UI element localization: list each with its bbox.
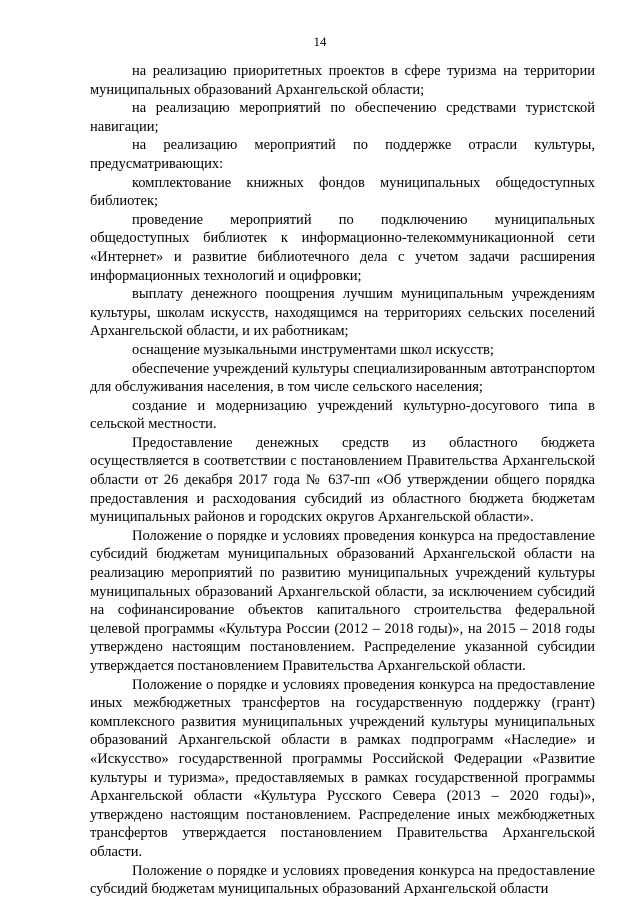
paragraph-tourism-projects: на реализацию приоритетных проектов в сфере туризма на территории муниципальных образований Архангельской области; bbox=[90, 63, 595, 98]
paragraph-grant-competition: Положение о порядке и условиях проведения конкурса на предоставление иных межбюджетных трансфертов на государственную поддержку (грант) комплексного развития муниципальных учреждений культуры муниципальных образований Архангельской области в рамках подпрограмм «Наследие» и «Искусство» государственной программы Российской Федерации «Развитие культуры и туризма», предоставляемых в рамках государственной программы Архангельской области «Культура Русского Севера (2013 – 2020 годы)», утверждено настоящим постановлением. Распределение иных межбюджетных трансфертов утверждается постановлением Правительства Архангельской области. bbox=[90, 676, 595, 860]
paragraph-culture-support: на реализацию мероприятий по поддержке отрасли культуры, предусматривающих: bbox=[90, 137, 595, 172]
paragraph-tourist-navigation: на реализацию мероприятий по обеспечению средствами туристской навигации; bbox=[90, 100, 595, 135]
page-number: 14 bbox=[313, 34, 327, 49]
paragraph-subsidy-competition-continued: Положение о порядке и условиях проведения конкурса на предоставление субсидий бюджетам муниципальных образований Архангельской области bbox=[90, 862, 595, 898]
paragraph-vehicles: обеспечение учреждений культуры специализированным автотранспортом для обслуживания населения, в том числе сельского населения; bbox=[90, 360, 595, 396]
paragraph-library-funds: комплектование книжных фондов муниципальных общедоступных библиотек; bbox=[90, 174, 595, 210]
paragraph-monetary-rewards: выплату денежного поощрения лучшим муниципальным учреждениям культуры, школам искусств, находящимся на территориях сельских поселений Архангельской области, и их работникам; bbox=[90, 286, 595, 340]
paragraph-subsidy-competition: Положение о порядке и условиях проведения конкурса на предоставление субсидий бюджетам муниципальных образований Архангельской области на реализацию мероприятий по развитию муниципальных учреждений культуры муниципальных образований Архангельской области, за исключением субсидий на софинансирование объектов капитального строительства федеральной целевой программы «Культура России (2012 – 2018 годы)», на 2015 – 2018 годы утверждено настоящим постановлением. Распределение указанной субсидии утверждается постановлением Правительства Архангельской области. bbox=[90, 527, 595, 674]
paragraph-funding-regulation: Предоставление денежных средств из областного бюджета осуществляется в соответствии с постановлением Правительства Архангельской области от 26 декабря 2017 года № 637-пп «Об утверждении общего порядка предоставления и расходования субсидий из областного бюджета бюджетам муниципальных районов и городских округов Архангельской области». bbox=[90, 434, 595, 526]
paragraph-musical-instruments: оснащение музыкальными инструментами школ искусств; bbox=[132, 341, 494, 358]
document-body bbox=[90, 62, 595, 899]
paragraph-library-internet: проведение мероприятий по подключению муниципальных общедоступных библиотек к информационно-телекоммуникационной сети «Интернет» и развитие библиотечного дела с учетом задачи расширения информационных технологий и оцифровки; bbox=[90, 211, 595, 284]
paragraph-rural-culture-centers: создание и модернизацию учреждений культурно-досугового типа в сельской местности. bbox=[90, 397, 595, 433]
